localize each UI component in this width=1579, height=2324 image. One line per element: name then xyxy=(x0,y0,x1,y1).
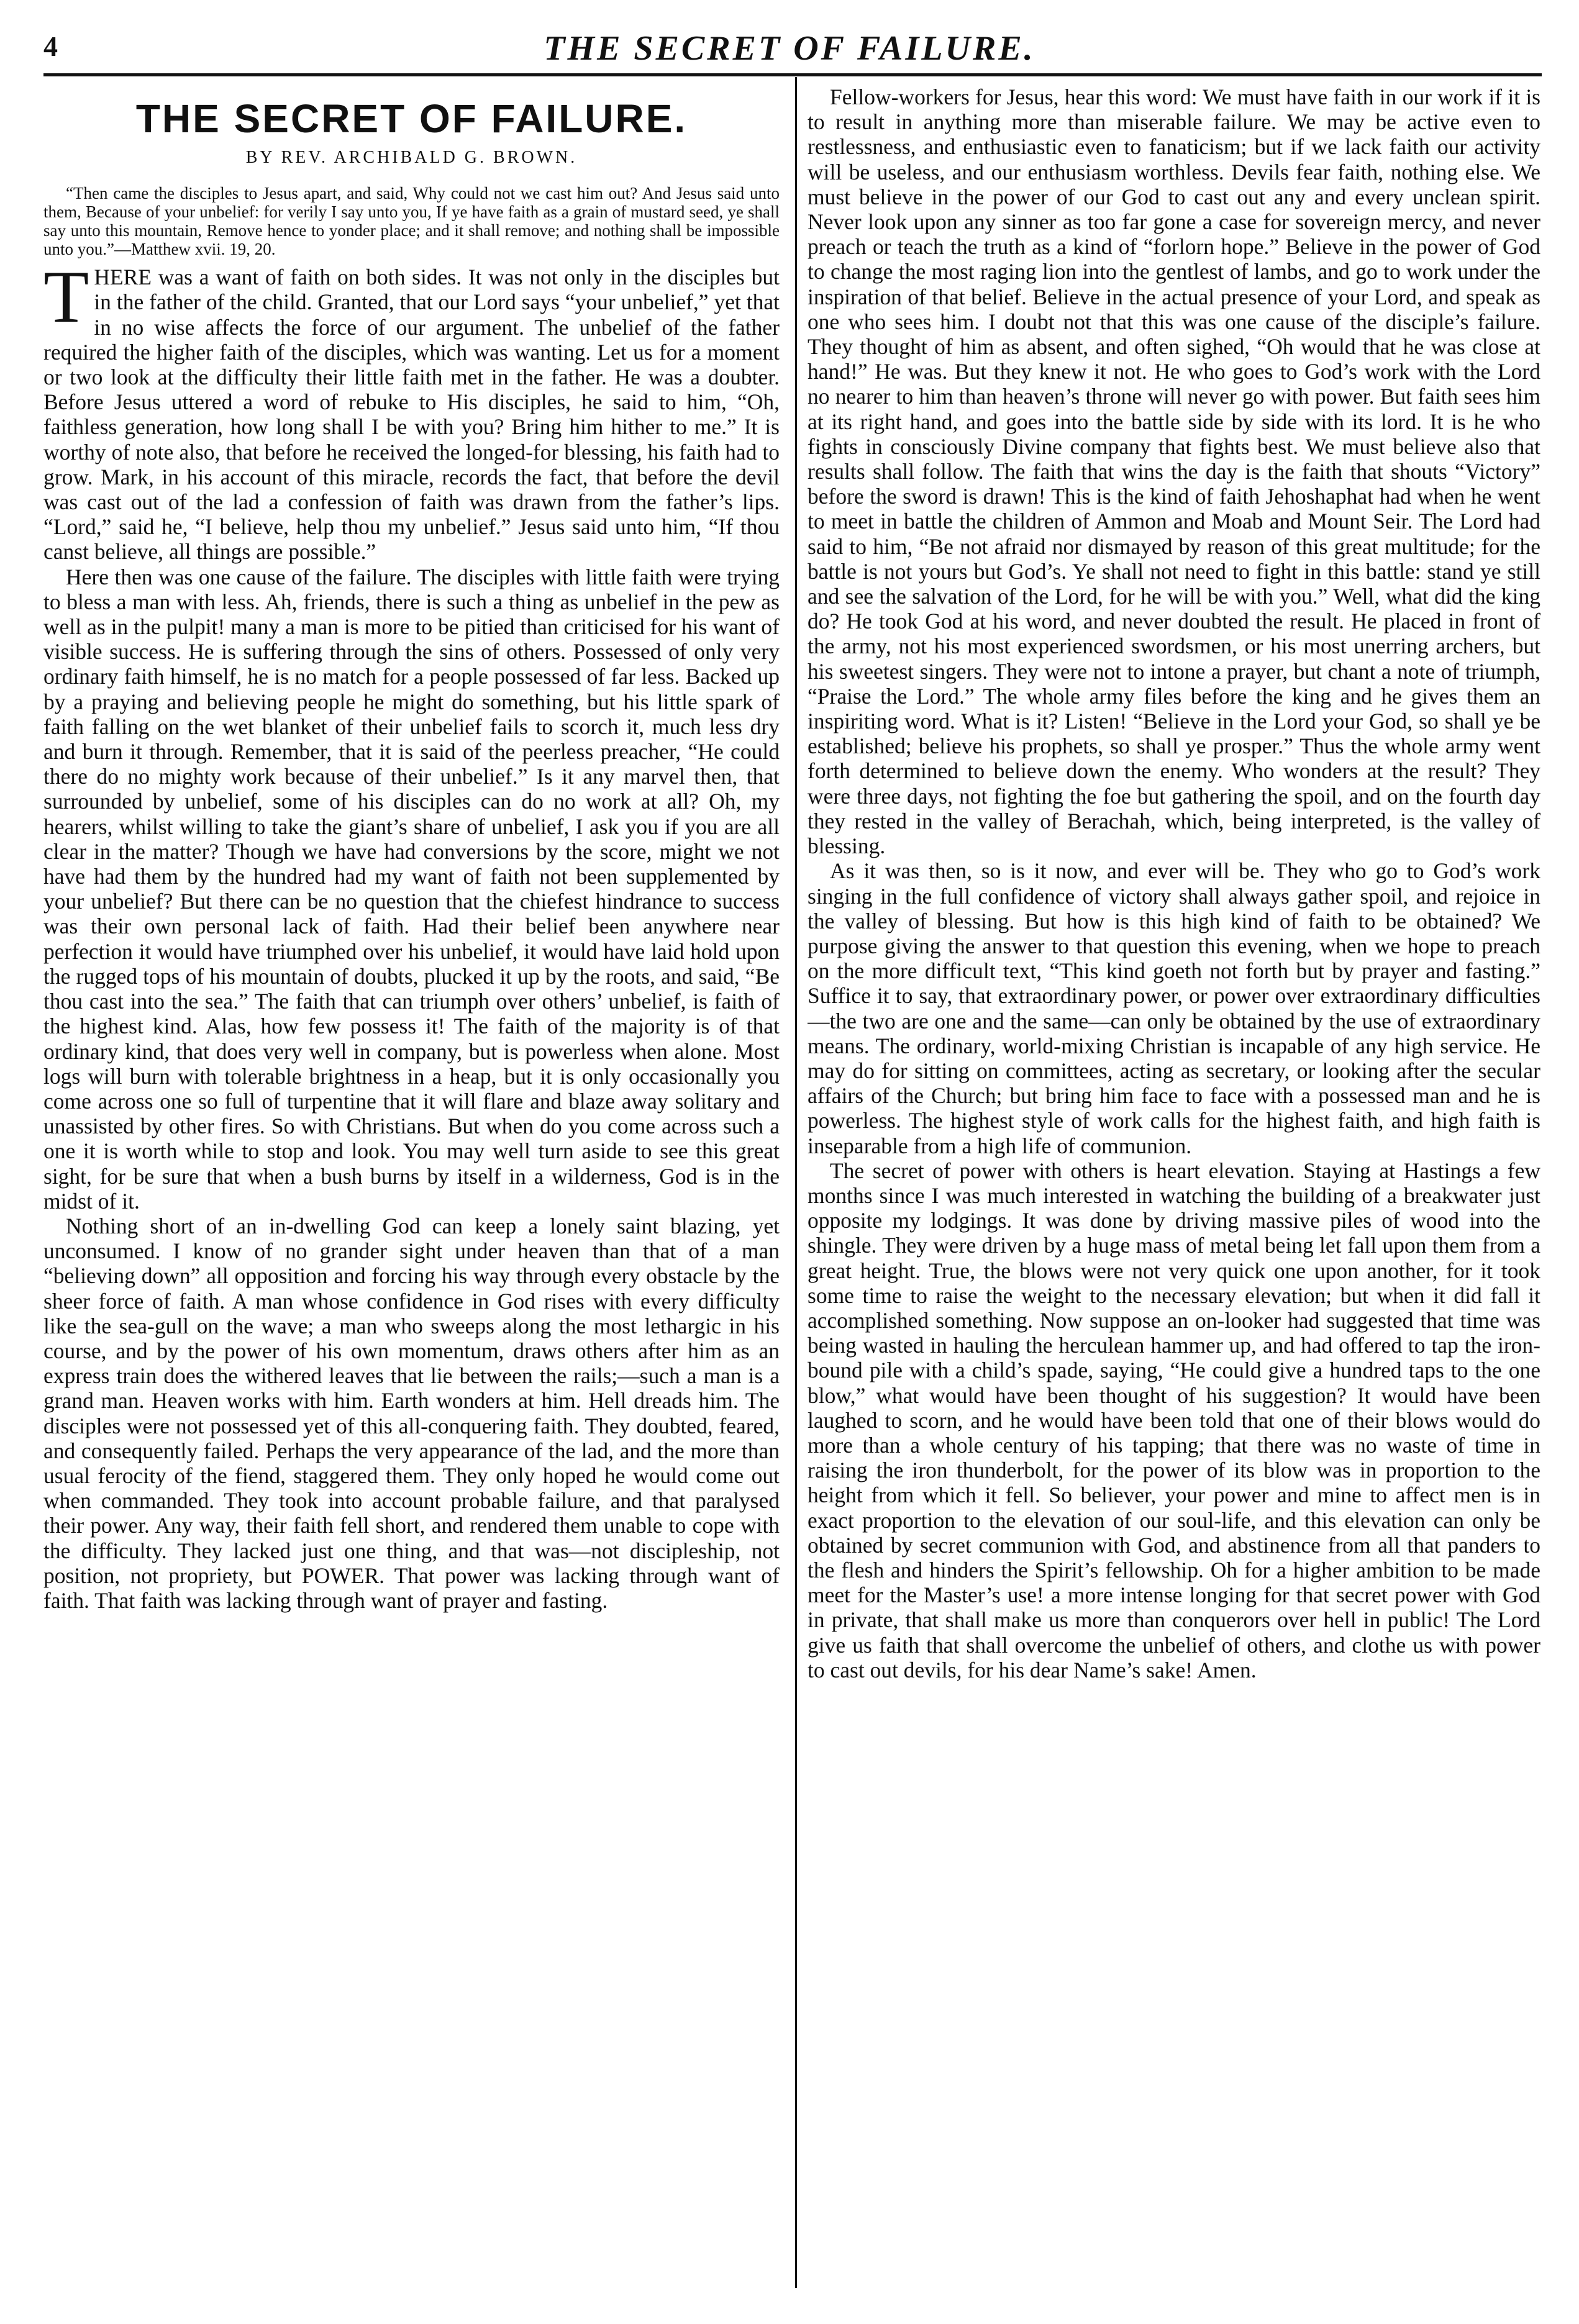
paragraph-6: The secret of power with others is heart elevation. Staying at Hastings a few months since I was much interested in watching the building of a breakwater just opposite my lodgings. It was done by driving massive piles of wood into the shingle. They were driven by a huge mass of metal being let fall upon them from a great height. True, the blows were not very quick one upon another, for it took some time to raise the weight to the necessary elevation; but when it did fall it accomplished something. Now suppose an on-looker had suggested that time was being wasted in hauling the herculean hammer up, and had offered to tap the iron-bound pile with a child’s spade, saying, “He could give a hundred taps to the one blow,” what would have been thought of his suggestion? It would have been laughed to scorn, and he would have been told that one of their blows would do more than a whole century of his tapping; that there was no waste of time in raising the iron thunderbolt, for the power of its blow was in proportion to the height from which it fell. So believer, your power and mine to affect men is in exact proportion to the elevation of our soul-life, and this elevation can only be obtained by secret communion with God, and abstinence from all that panders to the flesh and hinders the Spirit’s fellowship. Oh for a higher ambition to be made meet for the Master’s use! a more intense longing for that secret power with God in private, that shall make us more than conquerors over hell in public! The Lord give us faith that shall overcome the unbelief of others, and clothe us with power to cast out devils, for his dear Name’s sake! Amen. xyxy=(808,1158,1540,1682)
paragraph-1-text: HERE was a want of faith on both sides. It was not only in the disciples but in the father of the child. Granted, that our Lord says “your unbelief,” yet that in no wise affects the force of our argument. The unbelief of the father required the higher faith of the disciples, which was wanting. Let us for a moment or two look at the difficulty their little faith met in the father. He was a doubter. Before Jesus uttered a word of rebuke to His disciples, he said to him, “Oh, faithless generation, how long shall I be with you? Bring him hither to me.” It is worthy of note also, that before he received the longed-for blessing, his faith had to grow. Mark, in his account of this miracle, records the fact, that before the devil was cast out of the lad a confession of faith was drawn from the father’s lips. “Lord,” said he, “I believe, help thou my unbelief.” Jesus said unto him, “If thou canst believe, all things are possible.” xyxy=(43,265,780,565)
header-rule xyxy=(43,73,1542,76)
paragraph-3: Nothing short of an in-dwelling God can keep a lonely saint blazing, yet unconsumed. I know of no grander sight under heaven than that of a man “believing down” all opposition and forcing his way through every obstacle by the sheer force of faith. A man whose confidence in God rises with every difficulty like the sea-gull on the wave; a man who sweeps along the most lethargic in his course, and by the power of his own momentum, draws others after him as an express train does the withered leaves that lie between the rails;—such a man is a grand man. Heaven works with him. Earth wonders at him. Hell dreads him. The disciples were not possessed yet of this all-conquering faith. They doubted, feared, and consequently failed. Perhaps the very appearance of the lad, and the more than usual ferocity of the fiend, staggered them. They only hoped he would come out when commanded. They took into account probable failure, and that paralysed their power. Any way, their faith fell short, and rendered them unable to cope with the difficulty. They lacked just one thing, and that was—not discipleship, not position, not propriety, but POWER. That power was lacking through want of faith. That faith was lacking through want of prayer and fasting. xyxy=(43,1213,780,1613)
paragraph-2: Here then was one cause of the failure. The disciples with little faith were trying to bless a man with less. Ah, friends, there is such a thing as unbelief in the pew as well as in the pulpit! many a man is more to be pitied than criticised for his want of visible success. He is suffering through the sins of others. Possessed of only very ordinary faith himself, he is no match for a people possessed of far less. Backed up by a praying and believing people he might do something, but his little spark of faith falling on the wet blanket of their unbelief fails to scorch it, much less dry and burn it through. Remember, that it is said of the peerless preacher, “He could there do no mighty work because of their unbelief.” Is it any marvel then, that surrounded by unbelief, some of his disciples can do no work at all? Oh, my hearers, whilst willing to take the giant’s share of unbelief, I ask you if you are all clear in the matter? Though we have had conversions by the score, might we not have had them by the hundred had my want of faith not been supplemented by your unbelief? But there can be no question that the chiefest hindrance to success was their own personal lack of faith. Had their belief been anywhere near perfection it would have triumphed over his unbelief, it would have laid hold upon the rugged tops of his mountain of doubts, plucked it up by the roots, and said, “Be thou cast into the sea.” The faith that can triumph over others’ unbelief, is faith of the highest kind. Alas, how few possess it! The faith of the majority is of that ordinary kind, that does very well in company, but is powerless when alone. Most logs will burn with tolerable brightness in a heap, but it is only occasionally you come across one so full of turpentine that it will flare and blaze away solitary and unassisted by other fires. So with Christians. But when do you come across such a one it is worth while to stop and look. You may well turn aside to see this great sight, for be sure that when a bush burns by itself in a wilderness, God is in the midst of it. xyxy=(43,564,780,1214)
drop-cap: T xyxy=(43,255,89,338)
article-title: THE SECRET OF FAILURE. xyxy=(135,96,688,141)
paragraph-1 xyxy=(43,255,780,565)
paragraph-4: Fellow-workers for Jesus, hear this word: We must have faith in our work if it is to result in anything more than miserable failure. We may be active even to restlessness, and enthusiastic even to fanaticism; but if we lack faith our activity will be useless, and our enthusiasm worthless. Devils fear faith, nothing else. We must believe in the power of our God to cast out any and every unclean spirit. Never look upon any sinner as too far gone a case for sovereign mercy, and never preach or teach the truth as a kind of “forlorn hope.” Believe in the power of God to change the most raging lion into the gentlest of lambs, and go to work under the inspiration of that belief. Believe in the actual presence of your Lord, and speak as one who sees him. I doubt not that this was one cause of the disciple’s failure. They thought of him as absent, and often sighed, “Oh would that he was close at hand!” He was. But they knew it not. He who goes to God’s work with the Lord no nearer to him than heaven’s throne will never go with power. But faith sees him at its right hand, and goes into the battle side by side with its lord. It is he who fights in consciously Divine company that fights best. We must believe also that results shall follow. The faith that wins the day is the faith that shouts “Victory” before the sword is drawn! This is the kind of faith Jehoshaphat had when he went to meet in battle the children of Ammon and Moab and Mount Seir. The Lord had said to him, “Be not afraid nor dismayed by reason of this great multitude; for the battle is not yours but God’s. Ye shall not need to fight in this battle: stand ye still and see the salvation of the Lord, for he will be with you.” Well, what did the king do? He took God at his word, and never doubted the result. He placed in front of the army, not his most experienced swordsmen, or his most unerring archers, but his sweetest singers. They were not to intone a prayer, but chant a note of triumph, “Praise the Lord.” The whole army files before the king and he gives them an inspiriting word. What is it? Listen! “Believe in the Lord your God, so shall ye be established; believe his prophets, so shall ye prosper.” Thus the whole army went forth determined to believe down the enemy. Who wonders at the result? They were three days, not fighting the foe but gathering the spoil, and on the fourth day they rested in the valley of Berachah, which, being interpreted, is the valley of blessing. xyxy=(808,84,1540,859)
byline: BY REV. ARCHIBALD G. BROWN. xyxy=(245,148,578,167)
paragraph-5: As it was then, so is it now, and ever will be. They who go to God’s work singing in the full confidence of victory shall always gather spoil, and rejoice in the valley of blessing. But how is this high kind of faith to be obtained? We purpose giving the answer to that question this evening, when we hope to preach on the more difficult text, “This kind goeth not forth but by prayer and fasting.” Suffice it to say, that extraordinary power, or power over extraordinary difficulties—the two are one and the same—can only be obtained by the use of extraordinary means. The ordinary, world-mixing Christian is incapable of any high service. He may do for sitting on committees, acting as secretary, or looking after the secular affairs of the Church; but bring him face to face with a possessed man and he is powerless. The highest style of work calls for the highest faith, and high faith is inseparable from a high life of communion. xyxy=(808,858,1540,1158)
page-number: 4 xyxy=(43,30,58,62)
left-column xyxy=(43,84,780,2295)
epigraph: “Then came the disciples to Jesus apart, and said, Why could not we cast him out? And Jesus said unto them, Because of your unbelief: for verily I say unto you, If ye have faith as a grain of mustard seed, ye shall say unto this mountain, Remove hence to yonder place; and it shall remove; and nothing shall be impossible unto you.”—Matthew xvii. 19, 20. xyxy=(43,184,780,259)
column-rule xyxy=(795,77,797,2288)
right-column xyxy=(808,84,1540,2295)
running-head: THE SECRET OF FAILURE. xyxy=(544,29,1035,68)
